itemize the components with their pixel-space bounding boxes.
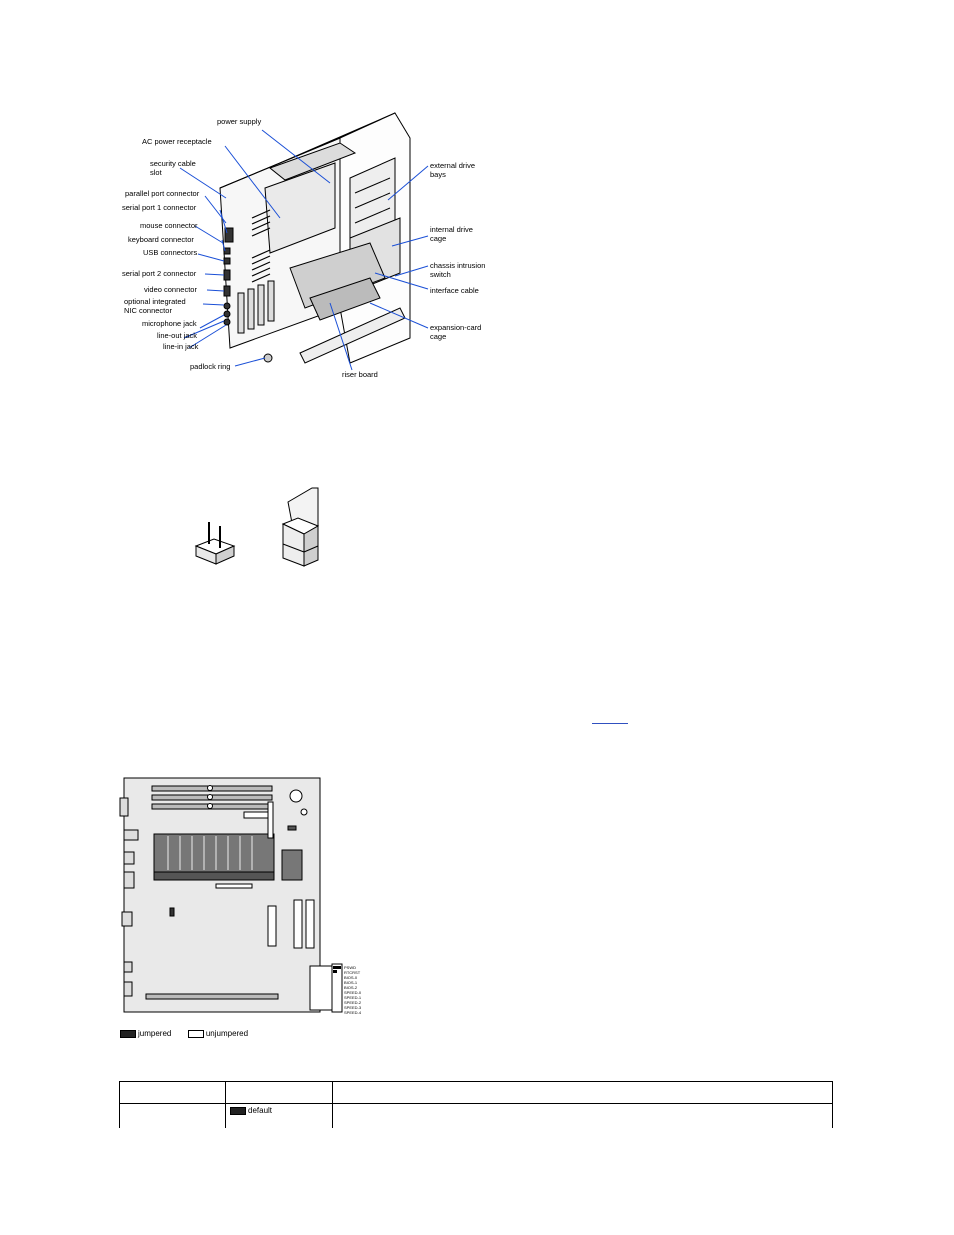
label-optional-integrated-nic: optional integrated NIC connector	[124, 297, 186, 315]
jumper-legend	[120, 1028, 248, 1040]
pin-label: SPEED-4	[344, 1010, 362, 1015]
default-label: default	[248, 1106, 273, 1115]
pin-label: SPEED-3	[344, 1005, 362, 1010]
system-board-illustration	[118, 776, 368, 1016]
table-header-cell	[226, 1082, 333, 1104]
system-board-figure	[118, 776, 368, 1016]
jumper-settings-table	[119, 1081, 833, 1128]
label-chassis-intrusion-switch: chassis intrusion switch	[430, 261, 486, 279]
pin-label: SPEED-1	[344, 995, 362, 1000]
label-usb-connectors: USB connectors	[143, 248, 198, 257]
pin-label: SPEED-0	[344, 990, 362, 995]
label-security-cable-slot: security cable slot	[150, 159, 196, 177]
label-serial-port-2-connector: serial port 2 connector	[122, 269, 197, 278]
pin-label: BIOS-2	[344, 985, 358, 990]
pin-label: BIOS-0	[344, 975, 358, 980]
label-mouse-connector: mouse connector	[140, 221, 198, 230]
label-riser-board: riser board	[342, 370, 378, 379]
table-header-cell	[120, 1082, 226, 1104]
label-padlock-ring: padlock ring	[190, 362, 231, 371]
table-row	[120, 1104, 833, 1129]
label-line-in-jack: line-in jack	[163, 342, 199, 351]
jumper-figure	[190, 484, 330, 574]
inline-link[interactable]	[592, 712, 628, 724]
unjumpered-swatch	[188, 1030, 204, 1038]
table-header-cell	[333, 1082, 833, 1104]
label-microphone-jack: microphone jack	[142, 319, 197, 328]
label-external-drive-bays: external drive bays	[430, 161, 476, 179]
jumper-illustration	[190, 484, 330, 574]
label-video-connector: video connector	[144, 285, 197, 294]
label-expansion-card-cage: expansion-card cage	[430, 323, 482, 341]
label-keyboard-connector: keyboard connector	[128, 235, 194, 244]
label-internal-drive-cage: internal drive cage	[430, 225, 473, 243]
table-cell	[333, 1104, 833, 1129]
label-parallel-port-connector: parallel port connector	[125, 189, 200, 198]
table-cell	[120, 1104, 226, 1129]
pin-label: PSWD	[344, 965, 356, 970]
label-power-supply: power supply	[217, 117, 262, 126]
table-header-row	[120, 1082, 833, 1104]
table-cell-default	[226, 1104, 333, 1129]
pin-label: BIOS-1	[344, 980, 358, 985]
label-interface-cable: interface cable	[430, 286, 479, 295]
label-ac-power-receptacle: AC power receptacle	[142, 137, 212, 146]
jumpered-swatch	[120, 1030, 136, 1038]
chassis-figure	[110, 108, 500, 383]
label-serial-port-1-connector: serial port 1 connector	[122, 203, 197, 212]
unjumpered-label: unjumpered	[205, 1029, 249, 1038]
pin-label: SPEED-2	[344, 1000, 362, 1005]
jumpered-swatch	[230, 1107, 246, 1115]
pin-label: RTCRST	[344, 970, 361, 975]
label-line-out-jack: line-out jack	[157, 331, 198, 340]
jumpered-label: jumpered	[138, 1029, 172, 1038]
